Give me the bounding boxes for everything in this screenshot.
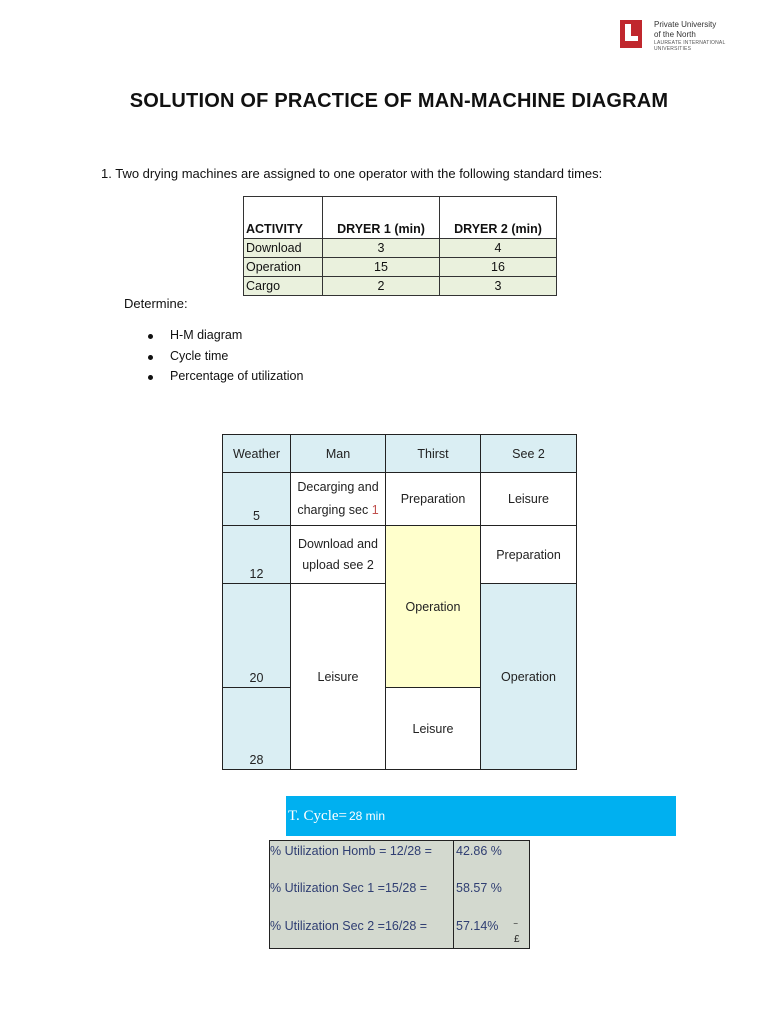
time-cell: 12 bbox=[222, 525, 291, 584]
bullet-icon bbox=[148, 375, 153, 380]
see-2-leisure: Leisure bbox=[480, 472, 577, 526]
header-activity: ACTIVITY bbox=[244, 197, 323, 239]
dryer-2-time: 16 bbox=[440, 258, 557, 277]
header-man: Man bbox=[290, 434, 386, 473]
utilization-label: % Utilization Sec 2 =16/28 = bbox=[270, 919, 428, 933]
cycle-time-label: T. Cycle= bbox=[288, 807, 347, 824]
utilization-table bbox=[269, 840, 530, 949]
thirst-operation: Operation bbox=[385, 525, 481, 688]
table-row bbox=[270, 917, 529, 937]
header-dryer-1: DRYER 1 (min) bbox=[323, 197, 440, 239]
bullet-icon bbox=[148, 334, 153, 339]
time-cell: 28 bbox=[222, 687, 291, 770]
activity-name: Cargo bbox=[244, 277, 323, 296]
dryer-2-time: 3 bbox=[440, 277, 557, 296]
utilization-label: % Utilization Homb = 12/28 = bbox=[270, 844, 432, 858]
dryer-1-time: 15 bbox=[323, 258, 440, 277]
man-task-line bbox=[297, 499, 378, 522]
university-logo-icon bbox=[620, 20, 642, 48]
cycle-time-banner bbox=[286, 796, 676, 836]
table-row bbox=[244, 258, 557, 277]
dryer-1-time: 3 bbox=[323, 239, 440, 258]
see-2-operation: Operation bbox=[480, 583, 577, 770]
header-weather: Weather bbox=[222, 434, 291, 473]
see-2-preparation: Preparation bbox=[480, 525, 577, 584]
man-task-number: 1 bbox=[371, 503, 379, 517]
header-thirst: Thirst bbox=[385, 434, 481, 473]
logo-line-4: UNIVERSITIES bbox=[654, 46, 692, 52]
logo-line-2: of the North bbox=[654, 30, 696, 39]
cycle-time-value: 28 min bbox=[349, 809, 386, 823]
man-machine-diagram bbox=[222, 434, 577, 770]
list-item bbox=[148, 349, 303, 370]
activity-table bbox=[243, 196, 557, 296]
man-task-line: Download and bbox=[298, 536, 378, 551]
header-see-2: See 2 bbox=[480, 434, 577, 473]
utilization-value: 57.14% bbox=[456, 919, 499, 933]
table-row bbox=[244, 239, 557, 258]
footnote-mark: ‾ £ bbox=[514, 923, 520, 945]
man-task-line: Decarging and bbox=[297, 480, 379, 494]
thirst-preparation: Preparation bbox=[385, 472, 481, 526]
utilization-value: 42.86 % bbox=[456, 844, 502, 858]
man-load-dryer-2 bbox=[290, 525, 386, 584]
man-task-text: charging sec bbox=[297, 503, 372, 517]
table-row bbox=[270, 842, 529, 862]
logo-line-1: Private University bbox=[654, 20, 717, 29]
page-title: SOLUTION OF PRACTICE OF MAN-MACHINE DIAGRAM bbox=[129, 90, 669, 112]
university-name bbox=[654, 20, 725, 52]
utilization-value: 58.57 % bbox=[456, 881, 502, 895]
requirements-list bbox=[148, 328, 303, 390]
time-cell: 5 bbox=[222, 472, 291, 526]
list-item-text: H-M diagram bbox=[170, 328, 243, 342]
table-header-row bbox=[244, 197, 557, 239]
time-cell: 20 bbox=[222, 583, 291, 688]
list-item bbox=[148, 369, 303, 390]
man-task-line: upload see 2 bbox=[302, 557, 374, 572]
table-row bbox=[244, 277, 557, 296]
header-dryer-2: DRYER 2 (min) bbox=[440, 197, 557, 239]
activity-name: Download bbox=[244, 239, 323, 258]
bullet-icon bbox=[148, 355, 153, 360]
determine-label: Determine: bbox=[124, 296, 188, 311]
list-item-text: Percentage of utilization bbox=[170, 369, 304, 383]
man-leisure: Leisure bbox=[290, 583, 386, 770]
activity-name: Operation bbox=[244, 258, 323, 277]
logo-line-3: LAUREATE INTERNATIONAL bbox=[654, 40, 726, 46]
thirst-leisure: Leisure bbox=[385, 687, 481, 770]
table-row bbox=[270, 879, 529, 899]
list-item bbox=[148, 328, 303, 349]
man-load-dryer-1 bbox=[290, 472, 386, 526]
problem-statement: 1. Two drying machines are assigned to one operator with the following standard times: bbox=[101, 166, 603, 181]
footnote-symbol: £ bbox=[514, 934, 520, 945]
list-item-text: Cycle time bbox=[170, 348, 229, 363]
dryer-2-time: 4 bbox=[440, 239, 557, 258]
dryer-1-time: 2 bbox=[323, 277, 440, 296]
utilization-label: % Utilization Sec 1 =15/28 = bbox=[270, 881, 428, 895]
